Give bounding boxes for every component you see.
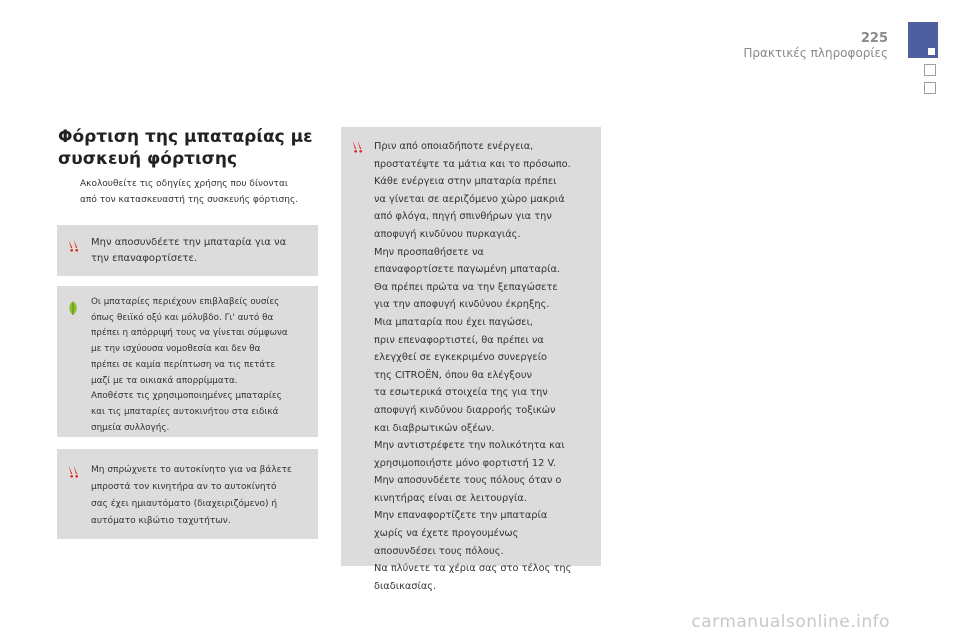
warning-line: επαναφορτίσετε παγωμένη μπαταρία. (374, 264, 561, 276)
warning-line: Μην αποσυνδέετε τους πόλους όταν ο (374, 475, 562, 487)
warning-line: αυτόματο κιβώτιο ταχυτήτων. (91, 516, 231, 526)
warning-line: αποφυγή κινδύνου πυρκαγιάς. (374, 228, 521, 240)
page-number: 225 (860, 31, 888, 46)
eco-line: Οι μπαταρίες περιέχουν επιβλαβείς ουσίες (91, 297, 280, 307)
warning-line: από φλόγα, πηγή σπινθήρων για την (374, 211, 552, 223)
nav-box-2[interactable] (924, 82, 936, 94)
warning-line: Κάθε ενέργεια στην μπαταρία πρέπει (374, 176, 557, 188)
warning-line: της CITROËN, όπου θα ελέγξουν (374, 369, 532, 381)
warning-line: και διαβρωτικών οξέων. (374, 422, 495, 434)
warning-line: προστατέψτε τα μάτια και το πρόσωπο. (374, 158, 571, 170)
warning-line: μπροστά τον κινητήρα αν το αυτοκίνητό (91, 482, 277, 492)
bullet-instruction (58, 176, 323, 208)
eco-note-text (91, 295, 313, 436)
eco-line: Αποθέστε τις χρησιμοποιημένες μπαταρίες (91, 391, 282, 402)
watermark: carmanualsonline.info (691, 612, 890, 632)
warning-line: Μια μπαταρία που έχει παγώσει, (374, 316, 534, 328)
warning-line: Μην επαναφορτίζετε την μπαταρία (374, 510, 548, 522)
warning-line: Μην προσπαθήσετε να (374, 246, 484, 258)
eco-line: όπως θειϊκό οξύ και μόλυβδο. Γι' αυτό θα (91, 312, 274, 323)
warning-exclamation-icon (65, 237, 81, 253)
eco-line: πρέπει σε καμία περίπτωση να τις πετάτε (91, 359, 276, 370)
warning-line: χωρίς να έχετε προγουμένως (374, 528, 519, 540)
heading-line-2: συσκευή φόρτισης (58, 149, 238, 169)
warning-line: την επαναφορτίσετε. (91, 253, 198, 264)
warning-line: κινητήρας είναι σε λειτουργία. (374, 492, 527, 504)
warning-line: τα εσωτερικά στοιχεία της για την (374, 387, 548, 399)
warning-box-push-start (57, 449, 318, 539)
chapter-tab-marker (928, 48, 935, 55)
warning-line: Να πλύνετε τα χέρια σας στο τέλος της (374, 563, 572, 575)
warning-line: Μην αποσυνδέετε την μπαταρία για να (91, 237, 287, 248)
warning-line: πριν επεναφορτιστεί, θα πρέπει να (374, 334, 544, 346)
eco-line: με την ισχύουσα νομοθεσία και δεν θα (91, 344, 261, 355)
warning-line: για την αποφυγή κινδύνου έκρηξης. (374, 299, 550, 311)
eco-line: και τις μπαταρίες αυτοκινήτου στα ειδικά (91, 406, 279, 417)
warning-line: Μη σπρώχνετε το αυτοκίνητο για να βάλετε (91, 465, 292, 475)
warning-box-disconnect (57, 225, 318, 276)
eco-line: σημεία συλλογής. (91, 422, 170, 433)
warning-line: Πριν από οποιαδήποτε ενέργεια, (374, 141, 534, 152)
warning-exclamation-icon (349, 138, 365, 154)
nav-box-1[interactable] (924, 64, 936, 76)
eco-line: μαζί με τα οικιακά απορρίμματα. (91, 375, 238, 386)
warning-line: ελεγχθεί σε εγκεκριμένο συνεργείο (374, 352, 548, 364)
warning-line: να γίνεται σε αεριζόμενο χώρο μακριά (374, 193, 565, 205)
eco-note-box (57, 286, 318, 437)
warning-line: χρησιμοποιήστε μόνο φορτιστή 12 V. (374, 457, 557, 469)
bullet-text (58, 176, 323, 208)
warning-text (91, 462, 313, 530)
warning-line: σας έχει ημιαυτόματο (διαχειριζόμενο) ή (91, 499, 278, 509)
warning-line: Θα πρέπει πρώτα να την ξεπαγώσετε (374, 281, 558, 293)
eco-line: πρέπει η απόρριψή τους να γίνεται σύμφωνα (91, 328, 288, 339)
bullet-line-2: από τον κατασκευαστή της συσκευής φόρτισης. (80, 195, 299, 205)
bullet-line-1: Ακολουθείτε τις οδηγίες χρήσης που δίνονται (80, 179, 288, 189)
environment-leaf-icon (65, 300, 81, 316)
page-heading (58, 126, 328, 170)
warning-text (91, 235, 311, 267)
warning-line: αποφυγή κινδύνου διαρροής τοξικών (374, 404, 556, 416)
section-title: Πρακτικές πληροφορίες (743, 46, 888, 60)
heading-line-1: Φόρτιση της μπαταρίας με (58, 127, 313, 147)
warning-line: αποσυνδέσει τους πόλους. (374, 545, 504, 557)
warning-line: Μην αντιστρέφετε την πολικότητα και (374, 440, 565, 452)
chapter-tab[interactable] (908, 22, 938, 58)
warning-line: διαδικασίας. (374, 580, 437, 592)
warning-box-safety (341, 127, 601, 592)
warning-text (374, 138, 596, 595)
warning-exclamation-icon (65, 463, 81, 479)
